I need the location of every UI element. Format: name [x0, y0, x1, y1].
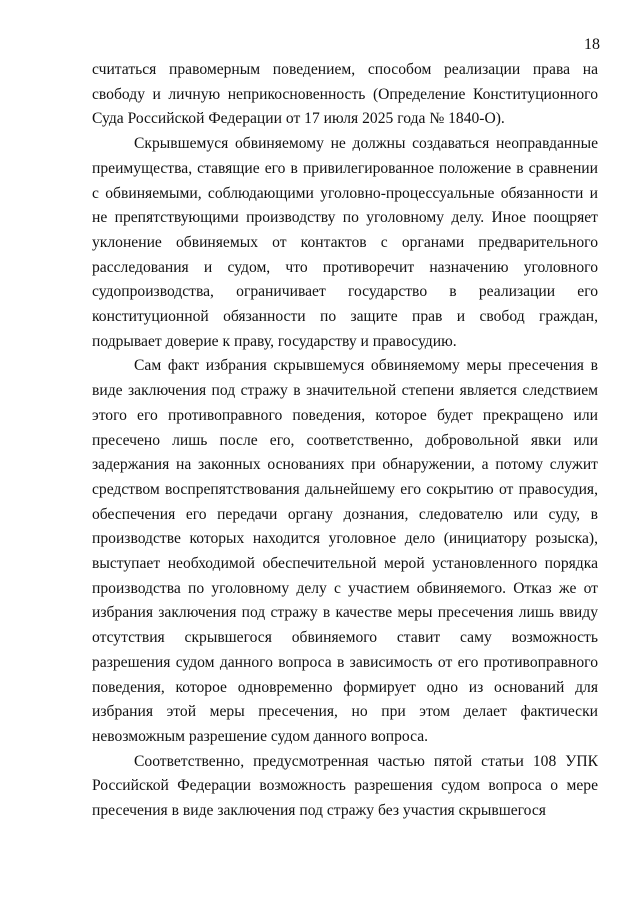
paragraph-continued: считаться правомерным поведением, способом реализации права на свободу и личную неприкосновенность (Определение Конституционного Суда Российской Федерации от 17 июля 2025 года № 1840-О). [92, 61, 598, 128]
paragraph: Скрывшемуся обвиняемому не должны создаваться неоправданные преимущества, ставящие его в привилегированное положение в сравнении с обвиняемыми, соблюдающими уголовно-процессуальные обязанности и не препятствующими производству по уголовному делу. Иное поощряет уклонение обвиняемых от контактов с органами предварительного расследования и судом, что противоречит назначению уголовного судопроизводства, ограничивает государство в реализации его конституционной обязанности по защите прав и свобод граждан, подрывает доверие к праву, государству и правосудию. [92, 135, 598, 350]
document-body [92, 58, 598, 824]
page-number: 18 [584, 36, 600, 53]
paragraph: Соответственно, предусмотренная частью пятой статьи 108 УПК Российской Федерации возможность разрешения судом вопроса о мере пресечения в виде заключения под стражу без участия скрывшегося [92, 752, 598, 820]
paragraph: Сам факт избрания скрывшемуся обвиняемому меры пресечения в виде заключения под стражу в значительной степени является следствием этого его противоправного поведения, которое будет прекращено или пресечено лишь после его, соответственно, добровольной явки или задержания на законных основаниях при обнаружении, а потому служит средством воспрепятствования дальнейшему его сокрытию от правосудия, обеспечения его передачи органу дознания, следователю или суду, в производстве которых находится уголовное дело (инициатору розыска), выступает необходимой обеспечительной мерой установленного порядка производства по уголовному делу с участием обвиняемого. Отказ же от избрания заключения под стражу в качестве меры пресечения лишь ввиду отсутствия скрывшегося обвиняемого ставит саму возможность разрешения судом данного вопроса в зависимость от его противоправного поведения, которое одновременно формирует одно из оснований для избрания этой меры пресечения, но при этом делает фактически невозможным разрешение судом данного вопроса. [92, 357, 598, 745]
